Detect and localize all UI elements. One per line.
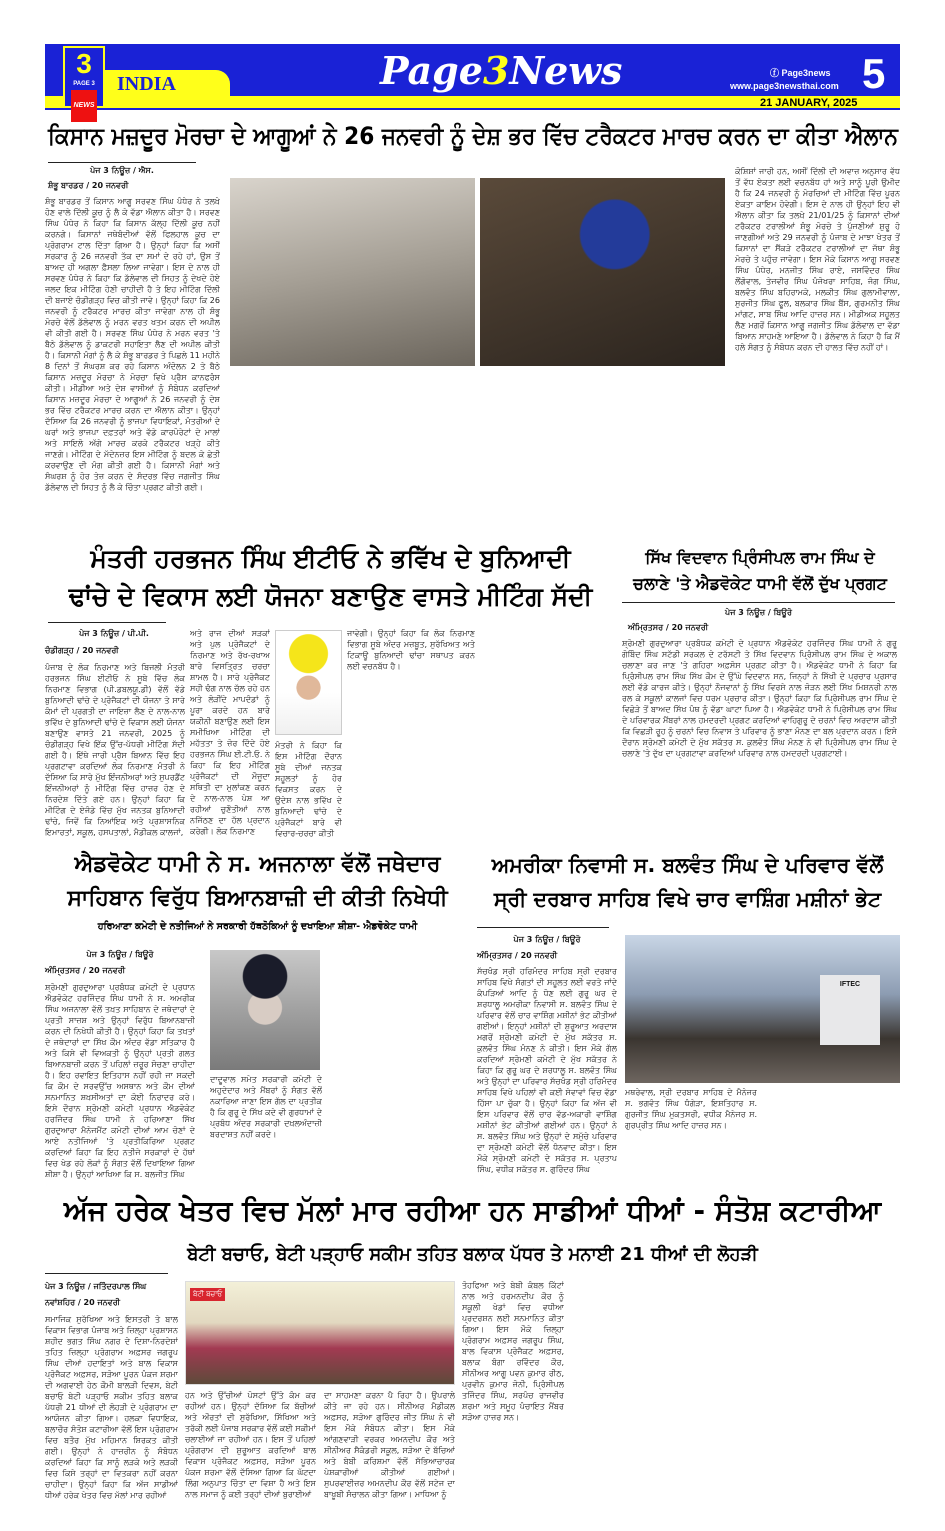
credit-box [48, 165, 196, 176]
credit-box [45, 628, 183, 639]
credit-box [622, 607, 895, 618]
headline-line: ਐਡਵੋਕੇਟ ਧਾਮੀ ਨੇ ਸ. ਅਜਨਾਲਾ ਵੱਲੋਂ ਜਥੇਦਾਰ [74, 852, 441, 877]
subheadline-box [45, 920, 470, 934]
dateline: ਅੰਮ੍ਰਿਤਸਰ / 20 ਜਨਵਰੀ [477, 951, 558, 960]
dateline-box [45, 965, 195, 976]
facebook-handle[interactable] [770, 66, 831, 79]
divider [622, 602, 895, 603]
page3-logo [63, 46, 105, 108]
article-body-cont: ਮਥਰੇਵਾਲ, ਸ੍ਰੀ ਦਰਬਾਰ ਸਾਹਿਬ ਦੇ ਮੈਨੇਜਰ ਸ. ਭਗਵੰਤ ਸਿੰਘ ਧੰਗੇੜਾ, ਇਸ਼ਤਿਹਾਰ ਸ. ਗੁਰਜੀਤ ਸਿੰਘ ਮੁਕਤਸਰੀ, ਵਧੀਕ ਮੈਨੇਜਰ ਸ. ਗੁਰਪ੍ਰੀਤ ਸਿੰਘ ਆਦਿ ਹਾਜ਼ਰ ਸਨ। [625, 1088, 757, 1130]
article-body: ਸ਼੍ਰੋਮਣੀ ਗੁਰਦੁਆਰਾ ਪ੍ਰਬੰਧਕ ਕਮੇਟੀ ਦੇ ਪ੍ਰਧਾਨ ਐਡਵੋਕੇਟ ਹਰਜਿੰਦਰ ਸਿੰਘ ਧਾਮੀ ਨੇ ਸ. ਅਮਰੀਕ ਸਿੰਘ ਅਜਨਾਲਾ ਵੱਲੋਂ ਤਖ਼ਤ ਸਾਹਿਬਾਨ ਦੇ ਜਥੇਦਾਰਾਂ ਦੇ ਪ੍ਰਤੀ ਸਾਜ਼ਸ਼ ਅਤੇ ਉਨ੍ਹਾਂ ਵਿਰੁੱਧ ਬਿਆਨਬਾਜ਼ੀ ਕਰਨ ਦੀ ਨਿਖੇਧੀ ਕੀਤੀ ਹੈ। ਉਨ੍ਹਾਂ ਕਿਹਾ ਕਿ ਤਖ਼ਤਾਂ ਦੇ ਜਥੇਦਾਰਾਂ ਦਾ ਸਿੱਖ ਕੌਮ ਅੰਦਰ ਵੱਡਾ ਸਤਿਕਾਰ ਹੈ ਅਤੇ ਕਿਸੇ ਵੀ ਵਿਅਕਤੀ ਨੂੰ ਉਨ੍ਹਾਂ ਪ੍ਰਤੀ ਗਲਤ ਬਿਆਨਬਾਜ਼ੀ ਕਰਨ ਤੋਂ ਪਹਿਲਾਂ ਜ਼ਰੂਰ ਸੋਚਣਾ ਚਾਹੀਦਾ ਹੈ। ਇਹ ਰਵਾਇਤ ਇਤਿਹਾਸ ਨਹੀਂ ਰਹੀ ਜਾ ਸਕਦੀ ਕਿ ਕੌਮ ਦੇ ਸਰਵਉੱਚ ਅਸਥਾਨ ਅਤੇ ਕੌਮ ਦੀਆਂ ਸਨਮਾਨਿਤ ਸ਼ਖ਼ਸੀਅਤਾਂ ਦਾ ਕੋਈ ਨਿਰਾਦਰ ਕਰੇ। ਇਸੇ ਦੌਰਾਨ ਸ਼੍ਰੋਮਣੀ ਕਮੇਟੀ ਪ੍ਰਧਾਨ ਐਡਵੋਕੇਟ ਹਰਜਿੰਦਰ ਸਿੰਘ ਧਾਮੀ ਨੇ ਹਰਿਆਣਾ ਸਿੱਖ ਗੁਰਦੁਆਰਾ ਮੈਨੇਜਮੈਂਟ ਕਮੇਟੀ ਦੀਆਂ ਆਮ ਚੋਣਾਂ ਦੇ ਆਏ ਨਤੀਜਿਆਂ 'ਤੇ ਪ੍ਰਤੀਕਿਰਿਆ ਪ੍ਰਗਟ ਕਰਦਿਆਂ ਕਿਹਾ ਕਿ ਇਹ ਨਤੀਜੇ ਸਰਕਾਰਾਂ ਦੇ ਹੱਥਾਂ ਵਿਚ ਖੇਡ ਰਹੇ ਲੋਕਾਂ ਨੂੰ ਸੰਗਤ ਵੱਲੋਂ ਦਿਖਾਇਆ ਗਿਆ ਸ਼ੀਸ਼ਾ ਹੈ। ਉਨ੍ਹਾਂ ਆਖਿਆ ਕਿ ਸ. ਬਲਜੀਤ ਸਿੰਘ [45, 983, 195, 1179]
photo-machine-handover [625, 935, 900, 1083]
credit: ਪੇਜ 3 ਨਿਊਜ਼ / ਪੀ.ਪੀ. [79, 629, 149, 638]
article-body-cont: ਜਾਵੇਗੀ। ਉਨ੍ਹਾਂ ਕਿਹਾ ਕਿ ਲੋਕ ਨਿਰਮਾਣ ਵਿਭਾਗ ਸੂਬੇ ਅੰਦਰ ਮਜ਼ਬੂਤ, ਸੁਰੱਖਿਅਤ ਅਤੇ ਟਿਕਾਊ ਬੁਨਿਆਦੀ ਢਾਂਚਾ ਸਥਾਪਤ ਕਰਨ ਲਈ ਵਚਨਬੱਧ ਹੈ। [347, 629, 475, 671]
article-body: ਸਮਾਜਿਕ ਸੁਰੱਖਿਆ ਅਤੇ ਇਸਤਰੀ ਤੇ ਬਾਲ ਵਿਕਾਸ ਵਿਭਾਗ ਪੰਜਾਬ ਅਤੇ ਜ਼ਿਲ੍ਹਾ ਪ੍ਰਸ਼ਾਸਨ ਸ਼ਹੀਦ ਭਗਤ ਸਿੰਘ ਨਗਰ ਦੇ ਦਿਸ਼ਾ-ਨਿਰਦੇਸ਼ਾਂ ਤਹਿਤ ਜ਼ਿਲ੍ਹਾ ਪ੍ਰੋਗਰਾਮ ਅਫ਼ਸਰ ਜਗਰੂਪ ਸਿੰਘ ਦੀਆਂ ਹਦਾਇਤਾਂ ਅਤੇ ਬਾਲ ਵਿਕਾਸ ਪ੍ਰੋਜੈਕਟ ਅਫ਼ਸਰ, ਸੜੋਆ ਪੂਰਨ ਪੰਕਜ ਸ਼ਰਮਾ ਦੀ ਅਗਵਾਈ ਹੇਠ ਕੌਮੀ ਬਾਲੜੀ ਦਿਵਸ, ਬੇਟੀ ਬਚਾਓ ਬੇਟੀ ਪੜ੍ਹਾਓ ਸਕੀਮ ਤਹਿਤ ਬਲਾਕ ਪੱਧਰੀ 21 ਧੀਆਂ ਦੀ ਲੋਹੜੀ ਦੇ ਪ੍ਰੋਗਰਾਮ ਦਾ ਆਯੋਜਨ ਕੀਤਾ ਗਿਆ। ਹਲਕਾ ਵਿਧਾਇਕ, ਬਲਾਚੌਰ ਸੰਤੋਸ਼ ਕਟਾਰੀਆ ਵੱਲੋਂ ਇਸ ਪ੍ਰੋਗਰਾਮ ਵਿਚ ਬਤੌਰ ਮੁੱਖ ਮਹਿਮਾਨ ਸ਼ਿਰਕਤ ਕੀਤੀ ਗਈ। ਉਨ੍ਹਾਂ ਨੇ ਹਾਜ਼ਰੀਨ ਨੂੰ ਸੰਬੋਧਨ ਕਰਦਿਆਂ ਕਿਹਾ ਕਿ ਸਾਨੂੰ ਲੜਕੇ ਅਤੇ ਲੜਕੀ ਵਿਚ ਕਿਸੇ ਤਰ੍ਹਾਂ ਦਾ ਵਿਤਕਰਾ ਨਹੀਂ ਕਰਨਾ ਚਾਹੀਦਾ। ਉਨ੍ਹਾਂ ਕਿਹਾ ਕਿ ਅੱਜ ਸਾਡੀਆਂ ਧੀਆਂ ਹਰੇਕ ਖੇਤਰ ਵਿਚ ਮੱਲਾਂ ਮਾਰ ਰਹੀਆਂ [45, 1315, 178, 1500]
headline-text: ਕਿਸਾਨ ਮਜ਼ਦੂਰ ਮੋਰਚਾ ਦੇ ਆਗੂਆਂ ਨੇ 26 ਜਨਵਰੀ ਨੂੰ ਦੇਸ਼ ਭਰ ਵਿੱਚ ਟਰੈਕਟਰ ਮਾਰਚ ਕਰਨ ਦਾ ਕੀਤਾ ਐਲਾਨ [48, 122, 898, 150]
credit: ਪੇਜ 3 ਨਿਊਜ਼ / ਬਿਊਰੋ [725, 608, 792, 617]
headline-line: ਸਿੱਖ ਵਿਦਵਾਨ ਪ੍ਰਿੰਸੀਪਲ ਰਾਮ ਸਿੰਘ ਦੇ [645, 548, 875, 567]
divider [477, 927, 609, 928]
article-body-cont: ਦਾ ਸਾਹਮਣਾ ਕਰਨਾ ਪੈ ਰਿਹਾ ਹੈ। ਉਪਰਾਲੇ ਕੀਤੇ ਜਾ ਰਹੇ ਹਨ। ਸੀਨੀਅਰ ਮੈਡੀਕਲ ਅਫ਼ਸਰ, ਸੜੋਆ ਗੁਰਿੰਦਰ ਜੀਤ ਸਿੰਘ ਨੇ ਵੀ ਇਸ ਮੌਕੇ ਸੰਬੋਧਨ ਕੀਤਾ। ਇਸ ਮੌਕੇ ਆਂਗਣਵਾੜੀ ਵਰਕਰ ਅਮਨਦੀਪ ਕੌਰ ਅਤੇ ਸੀਨੀਅਰ ਸੈਕੰਡਰੀ ਸਕੂਲ, ਸੜੋਆ ਦੇ ਬੱਚਿਆਂ ਅਤੇ ਬੇਬੀ ਕਰਿਸ਼ਮਾ ਵੱਲੋਂ ਸੱਭਿਆਚਾਰਕ ਪੇਸ਼ਕਾਰੀਆਂ ਕੀਤੀਆਂ ਗਈਆਂ। ਸੁਪਰਵਾਈਜ਼ਰ ਅਮਨਦੀਪ ਕੌਰ ਵੱਲੋਂ ਸਟੇਜ ਦਾ ਬਾਖੂਬੀ ਸੰਚਾਲਨ ਕੀਤਾ ਗਿਆ। ਮਾਧਿਆ ਨੂੰ [324, 1391, 455, 1499]
subheadline-box [45, 1243, 900, 1267]
facebook-icon: ⓕ [770, 68, 782, 78]
dateline-box [45, 645, 183, 656]
dateline-box [477, 950, 617, 961]
article-body-cont [230, 370, 347, 530]
brand-title [380, 48, 622, 93]
subheadline: ਹਰਿਆਣਾ ਕਮੇਟੀ ਦੇ ਨਤੀਜਿਆਂ ਨੇ ਸਰਕਾਰੀ ਹੱਥਠੋਕਿਆਂ ਨੂੰ ਦਖਾਇਆ ਸ਼ੀਸ਼ਾ- ਐਡਵੋਕੇਟ ਧਾਮੀ [97, 921, 418, 932]
article-body-cont: ਹਨ ਅਤੇ ਉੱਚੀਆਂ ਪੋਸਟਾਂ ਉੱਤੇ ਕੰਮ ਕਰ ਰਹੀਆਂ ਹਨ। ਉਨ੍ਹਾਂ ਦੱਸਿਆ ਕਿ ਬੱਚੀਆਂ ਅਤੇ ਔਰਤਾਂ ਦੀ ਸੁਰੱਖਿਆ, ਸਿੱਖਿਆ ਅਤੇ ਤਰੱਕੀ ਲਈ ਪੰਜਾਬ ਸਰਕਾਰ ਵੱਲੋਂ ਕਈ ਸਕੀਮਾਂ ਚਲਾਈਆਂ ਜਾ ਰਹੀਆਂ ਹਨ। ਇਸ ਤੋਂ ਪਹਿਲਾਂ ਪ੍ਰੋਗਰਾਮ ਦੀ ਸ਼ੁਰੂਆਤ ਕਰਦਿਆਂ ਬਾਲ ਵਿਕਾਸ ਪ੍ਰੋਜੈਕਟ ਅਫ਼ਸਰ, ਸੜੋਆ ਪੂਰਨ ਪੰਕਜ ਸ਼ਰਮਾ ਵੱਲੋਂ ਦੱਸਿਆ ਗਿਆ ਕਿ ਘੱਟਦਾ ਲਿੰਗ ਅਨੁਪਾਤ ਚਿੰਤਾ ਦਾ ਵਿਸ਼ਾ ਹੈ ਅਤੇ ਇਸ ਨਾਲ ਸਮਾਜ ਨੂੰ ਕਈ ਤਰ੍ਹਾਂ ਦੀਆਂ ਬੁਰਾਈਆਂ [185, 1391, 316, 1499]
headline-principal-condolence [620, 545, 900, 597]
dateline: ਅੰਮ੍ਰਿਤਸਰ / 20 ਜਨਵਰੀ [45, 966, 126, 975]
article-body: ਸੱਚਖੰਡ ਸ੍ਰੀ ਹਰਿਮੰਦਰ ਸਾਹਿਬ ਸ੍ਰੀ ਦਰਬਾਰ ਸਾਹਿਬ ਵਿਖੇ ਸੰਗਤਾਂ ਦੀ ਸਹੂਲਤ ਲਈ ਵਰਤੇ ਜਾਂਦੇ ਕੰਪੜਿਆਂ ਆਦਿ ਨੂੰ ਧੋਣ ਲਈ ਗੁਰੂ ਘਰ ਦੇ ਸ਼ਰਧਾਲੂ ਅਮਰੀਕਾ ਨਿਵਾਸੀ ਸ. ਬਲਵੰਤ ਸਿੰਘ ਦੇ ਪਰਿਵਾਰ ਵੱਲੋਂ ਚਾਰ ਵਾਸ਼ਿੰਗ ਮਸ਼ੀਨਾਂ ਭੇਟ ਕੀਤੀਆਂ ਗਈਆਂ। ਇਨ੍ਹਾਂ ਮਸ਼ੀਨਾਂ ਦੀ ਸ਼ੁਰੂਆਤ ਅਰਦਾਸ ਮਗਰੋਂ ਸ਼੍ਰੋਮਣੀ ਕਮੇਟੀ ਦੇ ਮੁੱਖ ਸਕੱਤਰ ਸ. ਕੁਲਵੰਤ ਸਿੰਘ ਮੰਨਣ ਨੇ ਕੀਤੀ। ਇਸ ਮੌਕੇ ਗੱਲ ਕਰਦਿਆਂ ਸ੍ਰੋਮਣੀ ਕਮੇਟੀ ਦੇ ਮੁੱਖ ਸਕੱਤਰ ਨੇ ਕਿਹਾ ਕਿ ਗੁਰੂ ਘਰ ਦੇ ਸ਼ਰਧਾਲੂ ਸ. ਬਲਵੰਤ ਸਿੰਘ ਅਤੇ ਉਨ੍ਹਾਂ ਦਾ ਪਰਿਵਾਰ ਸੱਚਖੰਡ ਸ੍ਰੀ ਹਰਿਮੰਦਰ ਸਾਹਿਬ ਵਿਖੇ ਪਹਿਲਾਂ ਵੀ ਕਈ ਸੇਵਾਵਾਂ ਵਿਚ ਵੱਡਾ ਹਿੱਸਾ ਪਾ ਚੁੱਕਾ ਹੈ। ਉਨ੍ਹਾਂ ਕਿਹਾ ਕਿ ਅੱਜ ਵੀ ਇਸ ਪਰਿਵਾਰ ਵੱਲੋਂ ਚਾਰ ਵੱਡ-ਅਕਾਰੀ ਵਾਸ਼ਿੰਗ ਮਸ਼ੀਨਾਂ ਭੇਟ ਕੀਤੀਆਂ ਗਈਆਂ ਹਨ। ਉਨ੍ਹਾਂ ਨੇ ਸ. ਬਲਵੰਤ ਸਿੰਘ ਅਤੇ ਉਨ੍ਹਾਂ ਦੇ ਸਮੁੱਚੇ ਪਰਿਵਾਰ ਦਾ ਸ੍ਰੋਮਣੀ ਕਮੇਟੀ ਵੱਲੋਂ ਧੰਨਵਾਦ ਕੀਤਾ। ਇਸ ਮੌਕੇ ਸ੍ਰੋਮਣੀ ਕਮੇਟੀ ਦੇ ਸਕੱਤਰ ਸ. ਪ੍ਰਤਾਪ ਸਿੰਘ, ਵਧੀਕ ਸਕੱਤਰ ਸ. ਗੁਰਿੰਦਰ ਸਿੰਘ [477, 967, 617, 1174]
headline-line: ਚਲਾਣੇ 'ਤੇ ਐਡਵੋਕੇਟ ਧਾਮੀ ਵੱਲੋਂ ਦੁੱਖ ਪ੍ਰਗਟ [633, 574, 887, 593]
article-body-cont [767, 1087, 900, 1182]
photo-minister [275, 630, 342, 735]
article-body: ਸ਼੍ਰੋਮਣੀ ਗੁਰਦੁਆਰਾ ਪ੍ਰਬੰਧਕ ਕਮੇਟੀ ਦੇ ਪ੍ਰਧਾਨ ਐਡਵੋਕੇਟ ਹਰਜਿੰਦਰ ਸਿੰਘ ਧਾਮੀ ਨੇ ਗੁਰੂ ਗੋਬਿੰਦ ਸਿੰਘ ਸਟੱਡੀ ਸਰਕਲ ਦੇ ਟਰੱਸਟੀ ਤੇ ਸਿੱਖ ਵਿਦਵਾਨ ਪ੍ਰਿੰਸੀਪਲ ਰਾਮ ਸਿੰਘ ਦੇ ਅਕਾਲ ਚਲਾਣਾ ਕਰ ਜਾਣ 'ਤੇ ਗਹਿਰਾ ਅਫ਼ਸੋਸ ਪ੍ਰਗਟ ਕੀਤਾ ਹੈ। ਐਡਵੋਕੇਟ ਧਾਮੀ ਨੇ ਕਿਹਾ ਕਿ ਪ੍ਰਿੰਸੀਪਲ ਰਾਮ ਸਿੰਘ ਸਿੱਖ ਕੌਮ ਦੇ ਉੱਘੇ ਵਿਦਵਾਨ ਸਨ, ਜਿਨ੍ਹਾਂ ਨੇ ਸਿੱਖੀ ਦੇ ਪ੍ਰਚਾਰ ਪ੍ਰਸਾਰ ਲਈ ਵੱਡੇ ਕਾਰਜ ਕੀਤੇ। ਉਨ੍ਹਾਂ ਨੌਜਵਾਨਾਂ ਨੂੰ ਸਿੱਖ ਵਿਰਸੇ ਨਾਲ ਜੋੜਨ ਲਈ ਸਿੱਖ ਮਿਸ਼ਨਰੀ ਨਾਲ ਰਲ ਕੇ ਸਕੂਲਾਂ ਕਾਲਜਾਂ ਵਿਚ ਧਰਮ ਪ੍ਰਚਾਰ ਕੀਤਾ। ਉਨ੍ਹਾਂ ਕਿਹਾ ਕਿ ਪ੍ਰਿੰਸੀਪਲ ਰਾਮ ਸਿੰਘ ਦੇ ਵਿਛੋੜੇ ਤੋਂ ਬਾਅਦ ਸਿੱਖ ਪੰਥ ਨੂੰ ਵੱਡਾ ਘਾਟਾ ਪਿਆ ਹੈ। ਐਡਵੋਕੇਟ ਧਾਮੀ ਨੇ ਪ੍ਰਿੰਸੀਪਲ ਰਾਮ ਸਿੰਘ ਦੇ ਪਰਿਵਾਰਕ ਮੈਂਬਰਾਂ ਨਾਲ ਹਮਦਰਦੀ ਪ੍ਰਗਟ ਕਰਦਿਆਂ ਵਾਹਿਗੁਰੂ ਦੇ ਚਰਨਾਂ ਵਿਚ ਅਰਦਾਸ ਕੀਤੀ ਕਿ ਵਿਛੜੀ ਰੂਹ ਨੂੰ ਚਰਨਾਂ ਵਿਚ ਨਿਵਾਸ ਤੇ ਪਰਿਵਾਰ ਨੂੰ ਭਾਣਾ ਮੰਨਣ ਦਾ ਬਲ ਪ੍ਰਦਾਨ ਕਰਨ। ਇਸੇ ਦੌਰਾਨ ਸ਼੍ਰੋਮਣੀ ਕਮੇਟੀ ਦੇ ਮੁੱਖ ਸਕੱਤਰ ਸ. ਕੁਲਵੰਤ ਸਿੰਘ ਮੰਨਣ ਨੇ ਵੀ ਪ੍ਰਿੰਸੀਪਲ ਰਾਮ ਸਿੰਘ ਦੇ ਚਲਾਣੇ 'ਤੇ ਦੁੱਖ ਦਾ ਪ੍ਰਗਟਾਵਾ ਕਰਦਿਆਂ ਪਰਿਵਾਰ ਨਾਲ ਹਮਦਰਦੀ ਪ੍ਰਗਟਾਈ। [622, 639, 897, 758]
article-body-cont [330, 948, 470, 1182]
website-link[interactable]: www.page3newsthai.com [730, 81, 839, 91]
brand-b: 3 [482, 48, 510, 93]
photo-dhami [210, 950, 320, 1070]
brand-a: Page [380, 48, 483, 93]
article-body-cont: ਤੋਹਫਿਆ ਅਤੇ ਬੇਬੀ ਕੰਬਲ ਕਿੱਟਾਂ ਨਾਲ ਅਤੇ ਹਰਮਨਦੀਪ ਕੌਰ ਨੂੰ ਸਕੂਲੀ ਖੇਡਾਂ ਵਿਚ ਵਧੀਆ ਪ੍ਰਦਰਸ਼ਨ ਲਈ ਸਨਮਾਨਿਤ ਕੀਤਾ ਗਿਆ। ਇਸ ਮੌਕੇ ਜ਼ਿਲ੍ਹਾ ਪ੍ਰੋਗਰਾਮ ਅਫ਼ਸਰ ਜਗਰੂਪ ਸਿੰਘ, ਬਾਲ ਵਿਕਾਸ ਪ੍ਰੋਜੈਕਟ ਅਫ਼ਸਰ, ਬਲਾਕ ਬੰਗਾ ਰਵਿੰਦਰ ਕੌਰ, ਸੀਨੀਅਰ ਆਗੂ ਪਵਨ ਕੁਮਾਰ ਰੀਠ, ਪ੍ਰਵੀਨ ਕੁਮਾਰ ਜੋਨੀ, ਪ੍ਰਿੰਸੀਪਲ ਤਜਿੰਦਰ ਸਿੰਘ, ਸਰਪੰਚ ਰਾਜਵੀਰ ਸ਼ਰਮਾ ਅਤੇ ਸਮੂਹ ਪੰਚਾਇਤ ਮੈਂਬਰ ਸੜੋਆ ਹਾਜ਼ਰ ਸਨ। [462, 1281, 564, 1422]
article-body-cont [480, 370, 597, 530]
photo-farmer-leader-speaking [480, 178, 725, 366]
headline-farmers [48, 120, 898, 152]
divider [48, 162, 196, 163]
credit: ਪੇਜ 3 ਨਿਊਜ਼ / ਐਸ. [90, 166, 154, 175]
headline-dhami-ajnala [45, 848, 470, 916]
article-body-cont: ਮੰਤਰੀ ਨੇ ਕਿਹਾ ਕਿ ਇਸ ਮੀਟਿੰਗ ਦੌਰਾਨ ਸੂਬੇ ਦੀਆਂ ਜਨਤਕ ਸਹੂਲਤਾਂ ਨੂੰ ਹੋਰ ਵਿਕਸਤ ਕਰਨ ਦੇ ਉਦੇਸ਼ ਨਾਲ ਭਵਿੱਖ ਦੇ ਬੁਨਿਆਦੀ ਢਾਂਚੇ ਦੇ ਪ੍ਰੋਜੈਕਟਾਂ ਬਾਰੇ ਵੀ ਵਿਚਾਰ-ਚਰਚਾ ਕੀਤੀ [275, 741, 342, 838]
dateline-box [48, 180, 218, 191]
article-body-cont [355, 370, 472, 530]
dateline: ਚੰਡੀਗੜ੍ਹ / 20 ਜਨਵਰੀ [45, 646, 119, 655]
credit-box [45, 949, 195, 960]
section-label: INDIA [105, 70, 230, 96]
photo-banner: ਬੇਟੀ ਬਚਾਓ [190, 1288, 225, 1301]
brand-c: News [509, 48, 623, 93]
article-body-cont [686, 1280, 788, 1506]
headline-text: ਅੱਜ ਹਰੇਕ ਖੇਤਰ ਵਿਚ ਮੱਲਾਂ ਮਾਰ ਰਹੀਆ ਹਨ ਸਾਡੀਆਂ ਧੀਆਂ - ਸੰਤੋਸ਼ ਕਟਾਰੀਆ [63, 1194, 882, 1227]
article-right-col: ਕੋਸ਼ਿਸ਼ਾਂ ਜਾਰੀ ਹਨ, ਅਸੀਂ ਦਿੱਲੀ ਦੀ ਅਵਾਜ਼ ਅਨੁਸਾਰ ਵੱਧ ਤੋਂ ਵੱਧ ਏਕਤਾ ਲਈ ਵਚਨਬੱਧ ਹਾਂ ਅਤੇ ਸਾਨੂੰ ਪੂਰੀ ਉਮੀਦ ਹੈ ਕਿ 24 ਜਨਵਰੀ ਨੂੰ ਮੋਰਚਿਆਂ ਦੀ ਮੀਟਿੰਗ ਵਿੱਚ ਪੂਰਨ ਏਕਤਾ ਕਾਇਮ ਹੋਵੇਗੀ। ਇਸ ਦੇ ਨਾਲ ਹੀ ਉਨ੍ਹਾਂ ਇਹ ਵੀ ਐਲਾਨ ਕੀਤਾ ਕਿ ਤਲਖ਼ੇ 21/01/25 ਨੂੰ ਕਿਸਾਨਾਂ ਦੀਆਂ ਟਰੈਕਟਰ ਟਰਾਲੀਆਂ ਸ਼ੰਭੂ ਮੋਰਚੇ ਤੇ ਪੁੱਜਣੀਆਂ ਸ਼ੁਰੂ ਹੋ ਜਾਣਗੀਆਂ ਅਤੇ 29 ਜਨਵਰੀ ਨੂੰ ਪੰਜਾਬ ਦੇ ਮਾਝਾ ਖੇਤਰ ਤੋਂ ਕਿਸਾਨਾਂ ਦਾ ਸੈਂਕੜੇ ਟਰੈਕਟਰ ਟਰਾਲੀਆਂ ਦਾ ਜੱਥਾ ਸ਼ੰਭੂ ਮੋਰਚੇ ਤੇ ਪਹੁੰਚ ਜਾਵੇਗਾ। ਇਸ ਮੌਕੇ ਕਿਸਾਨ ਆਗੂ ਸਰਵਣ ਸਿੰਘ ਪੰਧੇਰ, ਮਨਜੀਤ ਸਿੰਘ ਰਾਏ, ਜਸਵਿੰਦਰ ਸਿੰਘ ਲੌਂਗੋਵਾਲ, ਤੇਜਵੀਰ ਸਿੰਘ ਪੰਜੋਖਰਾ ਸਾਹਿਬ, ਜੰਗ ਸਿੰਘ, ਬਲਵੰਤ ਸਿੰਘ ਬਹਿਰਾਮਕੇ, ਮਲਕੀਤ ਸਿੰਘ ਗੁਲਾਮੀਵਾਲਾ, ਸੁਰਜੀਤ ਸਿੰਘ ਫੂਲ, ਬਲਕਾਰ ਸਿੰਘ ਬੈਂਸ, ਗੁਰਮਨੀਤ ਸਿੰਘ ਮਾਂਗਟ, ਸਾਬ ਸਿੰਘ ਆਦਿ ਹਾਜ਼ਰ ਸਨ। ਮੀਡੀਅਕ ਸਹੂਲਤ ਲੈਣ ਮਗਰੋਂ ਕਿਸਾਨ ਆਗੂ ਜਗਜੀਤ ਸਿੰਘ ਡੱਲੇਵਾਲ ਦਾ ਵੱਡਾ ਬਿਆਨ ਸਾਹਮਣੇ ਆਇਆ ਹੈ। ਡੱਲੇਵਾਲ ਨੇ ਕਿਹਾ ਹੈ ਕਿ ਮੈਂ ਹਲੇ ਸੰਗਤ ਨੂੰ ਸੰਬੋਧਨ ਕਰਨ ਦੀ ਹਾਲਤ ਵਿੱਚ ਨਹੀਂ ਹਾਂ। [735, 167, 900, 352]
dateline-box [628, 622, 895, 633]
divider [45, 1273, 168, 1274]
divider [48, 622, 166, 623]
credit: ਪੇਜ 3 ਨਿਊਜ਼ / ਜਤਿੰਦਰਪਾਲ ਸਿੰਘ [45, 1282, 147, 1291]
dateline: ਨਵਾਂਸ਼ਹਿਰ / 20 ਜਨਵਰੀ [45, 1298, 121, 1307]
issue-date: 21 JANUARY, 2025 [760, 97, 858, 109]
headline-washing-machines [475, 848, 900, 916]
headline-line: ਸਾਹਿਬਾਨ ਵਿਰੁੱਧ ਬਿਆਨਬਾਜ਼ੀ ਦੀ ਕੀਤੀ ਨਿਖੇਧੀ [67, 886, 448, 911]
headline-line: ਅਮਰੀਕਾ ਨਿਵਾਸੀ ਸ. ਬਲਵੰਤ ਸਿੰਘ ਦੇ ਪਰਿਵਾਰ ਵੱਲੋਂ [491, 853, 884, 877]
dateline-box [45, 1297, 178, 1308]
credit-box [477, 934, 617, 945]
credit: ਪੇਜ 3 ਨਿਊਜ਼ / ਬਿਊਰੋ [513, 935, 581, 944]
photo-lohri-event [185, 1281, 455, 1385]
article-body-cont [605, 370, 725, 530]
headline-line: ਢਾਂਚੇ ਦੇ ਵਿਕਾਸ ਲਈ ਯੋਜਨਾ ਬਣਾਉਣ ਵਾਸਤੇ ਮੀਟਿੰਗ ਸੱਦੀ [68, 582, 593, 611]
machine-label: IFTEC [820, 975, 880, 1045]
headline-minister-meeting [48, 540, 613, 616]
photo-farmer-leader-bed [230, 178, 475, 366]
credit: ਪੇਜ 3 ਨਿਊਜ਼ / ਬਿਊਰੋ [86, 950, 154, 959]
logo-text: PAGE 3 [73, 81, 95, 87]
page-number: 5 [862, 50, 886, 97]
article-body: ਪੰਜਾਬ ਦੇ ਲੋਕ ਨਿਰਮਾਣ ਅਤੇ ਬਿਜਲੀ ਮੰਤਰੀ ਹਰਭਜਨ ਸਿੰਘ ਈਟੀਓ ਨੇ ਸੂਬੇ ਵਿੱਚ ਲੋਕ ਨਿਰਮਾਣ ਵਿਭਾਗ (ਪੀ.ਡਬਲਯੂ.ਡੀ) ਵੱਲੋਂ ਵੱਡੇ ਬੁਨਿਆਦੀ ਢਾਂਚੇ ਦੇ ਪ੍ਰੋਜੈਕਟਾਂ ਦੀ ਯੋਜਨਾ ਤੇ ਸਾਰੇ ਕੰਮਾਂ ਦੀ ਪ੍ਰਗਤੀ ਦਾ ਜਾਇਜ਼ਾ ਲੈਣ ਦੇ ਨਾਲ-ਨਾਲ ਭਵਿੱਖ ਦੇ ਬੁਨਿਆਦੀ ਢਾਂਚੇ ਦੇ ਵਿਕਾਸ ਲਈ ਯੋਜਨਾ ਬਣਾਉਣ ਵਾਸਤੇ 21 ਜਨਵਰੀ, 2025 ਨੂੰ ਚੰਡੀਗੜ੍ਹ ਵਿਖੇ ਇੱਕ ਉੱਚ-ਪੱਧਰੀ ਮੀਟਿੰਗ ਸੱਦੀ ਗਈ ਹੈ। ਇੱਥੇ ਜਾਰੀ ਪ੍ਰੈਸ ਬਿਆਨ ਵਿੱਚ ਇਹ ਪ੍ਰਗਟਾਵਾ ਕਰਦਿਆਂ ਲੋਕ ਨਿਰਮਾਣ ਮੰਤਰੀ ਨੇ ਦੱਸਿਆ ਕਿ ਸਾਰੇ ਮੁੱਖ ਇੰਜਨੀਅਰਾਂ ਅਤੇ ਸੁਪਰਡੈਂਟ ਇੰਜਨੀਅਰਾਂ ਨੂੰ ਮੀਟਿੰਗ ਵਿੱਚ ਹਾਜ਼ਰ ਹੋਣ ਦੇ ਨਿਰਦੇਸ਼ ਦਿੱਤੇ ਗਏ ਹਨ। ਉਨ੍ਹਾਂ ਕਿਹਾ ਕਿ ਮੀਟਿੰਗ ਦੇ ਏਜੰਡੇ ਵਿੱਚ ਮੁੱਖ ਜਨਤਕ ਬੁਨਿਆਦੀ ਢਾਂਚੇ, ਜਿਵੇਂ ਕਿ ਨਿਆਂਇਕ ਅਤੇ ਪ੍ਰਸ਼ਾਸਨਿਕ ਇਮਾਰਤਾਂ, ਸਕੂਲ, ਹਸਪਤਾਲਾਂ, ਮੈਡੀਕਲ ਕਾਲਜਾਂ, [45, 663, 185, 837]
article-body-cont [798, 1280, 900, 1506]
article-body-cont: ਦਾਦੂਵਾਲ ਸਮੇਤ ਸਰਕਾਰੀ ਕਮੇਟੀ ਦੇ ਅਹੁਦੇਦਾਰ ਅਤੇ ਮੈਂਬਰਾਂ ਨੂੰ ਸੰਗਤ ਵੱਲੋਂ ਨਕਾਰਿਆ ਜਾਣਾ ਇਸ ਗੱਲ ਦਾ ਪ੍ਰਤੀਕ ਹੈ ਕਿ ਗੁਰੂ ਦੇ ਸਿੱਖ ਕਦੇ ਵੀ ਗੁਰਧਾਮਾਂ ਦੇ ਪ੍ਰਬੰਧ ਅੰਦਰ ਸਰਕਾਰੀ ਦਖ਼ਲਅੰਦਾਜ਼ੀ ਬਰਦਾਸ਼ਤ ਨਹੀਂ ਕਰਦੇ। [210, 1075, 322, 1139]
dateline: ਸ਼ੰਭੂ ਬਾਰਡਰ / 20 ਜਨਵਰੀ [48, 181, 129, 190]
subheadline: ਬੇਟੀ ਬਚਾਓ, ਬੇਟੀ ਪੜ੍ਹਾਓ ਸਕੀਮ ਤਹਿਤ ਬਲਾਕ ਪੱਧਰ ਤੇ ਮਨਾਈ 21 ਧੀਆਂ ਦੀ ਲੋਹੜੀ [187, 1244, 758, 1265]
article-body: ਸ਼ੰਭੂ ਬਾਰਡਰ ਤੋਂ ਕਿਸਾਨ ਆਗੂ ਸਰਵਣ ਸਿੰਘ ਪੰਧੇਰ ਨੇ ਤਲਖ਼ੇ ਹੋਣ ਵਾਲੇ ਦਿੱਲੀ ਕੂਚ ਨੂੰ ਲੈ ਕੇ ਵੱਡਾ ਐਲਾਨ ਕੀਤਾ ਹੈ। ਸਰਵਣ ਸਿੰਘ ਪੰਧੇਰ ਨੇ ਕਿਹਾ ਕਿ ਕਿਸਾਨ ਕੱਲ੍ਹ ਦਿੱਲੀ ਕੂਚ ਨਹੀਂ ਕਰਨਗੇ। ਕਿਸਾਨਾਂ ਜਥੇਬੰਦੀਆਂ ਵੱਲੋਂ ਫਿਲਹਾਲ ਕੂਚ ਦਾ ਪ੍ਰੋਗਰਾਮ ਟਾਲ ਦਿੱਤਾ ਗਿਆ ਹੈ। ਉਨ੍ਹਾਂ ਕਿਹਾ ਕਿ ਅਸੀਂ ਸਰਕਾਰ ਨੂੰ 26 ਜਨਵਰੀ ਤੱਕ ਦਾ ਸਮਾਂ ਦੇ ਰਹੇ ਹਾਂ, ਉਸ ਤੋਂ ਬਾਅਦ ਹੀ ਅਗਲਾ ਫ਼ੈਸਲਾ ਲਿਆ ਜਾਵੇਗਾ। ਇਸ ਦੇ ਨਾਲ ਹੀ ਸਰਵਣ ਪੰਧੇਰ ਨੇ ਕਿਹਾ ਕਿ ਡੱਲੇਵਾਲ ਦੀ ਸਿਹਤ ਨੂੰ ਦੇਖਦੇ ਹੋਏ ਜਲਦ ਇਕ ਮੀਟਿੰਗ ਹੋਣੀ ਚਾਹੀਦੀ ਹੈ ਤੇ ਇਹ ਮੀਟਿੰਗ ਦਿੱਲੀ ਦੀ ਬਜਾਏ ਚੰਡੀਗੜ੍ਹ ਵਿਚ ਕੀਤੀ ਜਾਵੇ। ਉਨ੍ਹਾਂ ਕਿਹਾ ਕਿ 26 ਜਨਵਰੀ ਨੂੰ ਟਰੈਕਟਰ ਮਾਰਚ ਕੀਤਾ ਜਾਵੇਗਾ ਨਾਲ ਹੀ ਸ਼ੰਭੂ ਮੋਰਚੇ ਵੱਲੋਂ ਡੱਲੇਵਾਲ ਨੂੰ ਮਰਨ ਵਰਤ ਖਤਮ ਕਰਨ ਦੀ ਅਪੀਲ ਵੀ ਕੀਤੀ ਗਈ ਹੈ। ਸਰਵਣ ਸਿੰਘ ਪੰਧੇਰ ਨੇ ਮਰਨ ਵਰਤ 'ਤੇ ਬੈਠੇ ਡੱਲੇਵਾਲ ਨੂੰ ਡਾਕਟਰੀ ਸਹਾਇਤਾ ਲੈਣ ਦੀ ਅਪੀਲ ਕੀਤੀ ਹੈ। ਕਿਸਾਨੀ ਮੰਗਾਂ ਨੂੰ ਲੈ ਕੇ ਸ਼ੰਭੂ ਬਾਰਡਰ ਤੇ ਪਿਛਲੇ 11 ਮਹੀਨੇ 8 ਦਿਨਾਂ ਤੋਂ ਸੰਘਰਸ਼ ਕਰ ਰਹੇ ਕਿਸਾਨ ਅੰਦੋਲਨ 2 ਤੇ ਬੈਠੇ ਕਿਸਾਨ ਮਜ਼ਦੂਰ ਮੋਰਚਾ ਨੇ ਮੋਰਚਾ ਵਿਖੇ ਪ੍ਰੈਸ ਕਾਨਫਰੰਸ ਕੀਤੀ। ਮੀਡੀਆ ਅਤੇ ਦੇਸ਼ ਵਾਸੀਆਂ ਨੂੰ ਸੰਬੋਧਨ ਕਰਦਿਆਂ ਕਿਸਾਨ ਮਜ਼ਦੂਰ ਮੋਰਚਾ ਦੇ ਆਗੂਆਂ ਨੇ 26 ਜਨਵਰੀ ਨੂੰ ਦੇਸ਼ ਭਰ ਵਿੱਚ ਟਰੈਕਟਰ ਮਾਰਚ ਕਰਨ ਦਾ ਐਲਾਨ ਕੀਤਾ। ਉਨ੍ਹਾਂ ਦੱਸਿਆ ਕਿ 26 ਜਨਵਰੀ ਨੂੰ ਭਾਜਪਾ ਵਿਧਾਇਕਾਂ, ਮੰਤਰੀਆਂ ਦੇ ਘਰਾਂ ਅਤੇ ਭਾਜਪਾ ਦਫ਼ਤਰਾਂ ਅਤੇ ਵੱਡੇ ਕਾਰਪੋਰੇਟਾਂ ਦੇ ਮਾਲਾਂ ਅਤੇ ਸਾਇਲੋ ਅੱਗੇ ਮਾਰਚ ਕਰਕੇ ਟਰੈਕਟਰ ਖੜ੍ਹੇ ਕੀਤੇ ਜਾਣਗੇ। ਮੀਟਿੰਗ ਦੇ ਮੱਦੇਨਜ਼ਰ ਇਸ ਮੀਟਿੰਗ ਨੂੰ ਬਦਲ ਕੇ ਛੇਤੀ ਕਰਵਾਉਣ ਦੀ ਮੰਗ ਕੀਤੀ ਗਈ ਹੈ। ਕਿਸਾਨੀ ਮੰਗਾਂ ਅਤੇ ਸੰਘਰਸ਼ ਨੂੰ ਹੋਰ ਤੇਜ਼ ਕਰਨ ਦੇ ਸੰਦਰਭ ਵਿੱਚ ਜਗਜੀਤ ਸਿੰਘ ਡੱਲੇਵਾਲ ਦੀ ਸਿਹਤ ਨੂੰ ਲੈ ਕੇ ਚਿੰਤਾ ਪ੍ਰਗਟ ਕੀਤੀ ਗਈ। [45, 197, 220, 492]
article-body-cont [574, 1280, 676, 1506]
headline-daughters [45, 1192, 900, 1230]
headline-line: ਮੰਤਰੀ ਹਰਭਜਨ ਸਿੰਘ ਈਟੀਓ ਨੇ ਭਵਿੱਖ ਦੇ ਬੁਨਿਆਦੀ [90, 544, 571, 573]
headline-line: ਸ੍ਰੀ ਦਰਬਾਰ ਸਾਹਿਬ ਵਿਖੇ ਚਾਰ ਵਾਸ਼ਿੰਗ ਮਸ਼ੀਨਾਂ ਭੇਟ [493, 887, 882, 911]
logo-number: 3 [76, 48, 92, 79]
logo-sub: NEWS [71, 90, 97, 122]
facebook-text: Page3news [781, 68, 831, 78]
dateline: ਅੰਮ੍ਰਿਤਸਰ / 20 ਜਨਵਰੀ [628, 623, 709, 632]
credit-box [45, 1281, 178, 1292]
article-body-cont [482, 628, 612, 838]
article-body-cont: ਅਤੇ ਰਾਜ ਦੀਆਂ ਸੜਕਾਂ ਅਤੇ ਪੁਲ ਪ੍ਰੋਜੈਕਟਾਂ ਦੇ ਨਿਰਮਾਣ ਅਤੇ ਰੱਖ-ਰਖਾਅ ਬਾਰੇ ਵਿਸਤ੍ਰਿਤ ਚਰਚਾ ਸ਼ਾਮਲ ਹੈ। ਸਾਰੇ ਪ੍ਰੋਜੈਕਟ ਸਹੀ ਢੰਗ ਨਾਲ ਚੱਲ ਰਹੇ ਹਨ ਅਤੇ ਲੋੜੀਂਦੇ ਮਾਪਦੰਡਾਂ ਨੂੰ ਪੂਰਾ ਕਰਦੇ ਹਨ ਬਾਰੇ ਯਕੀਨੀ ਬਣਾਉਣ ਲਈ ਇਸ ਸਮੀਖਿਆ ਮੀਟਿੰਗ ਦੀ ਮਹੱਤਤਾ ਤੇ ਜ਼ੋਰ ਦਿੰਦੇ ਹੋਏ ਹਰਭਜਨ ਸਿੰਘ ਈ.ਟੀ.ਓ. ਨੇ ਕਿਹਾ ਕਿ ਇਹ ਮੀਟਿੰਗ ਪ੍ਰੋਜੈਕਟਾਂ ਦੀ ਮੌਜੂਦਾ ਸਥਿਤੀ ਦਾ ਮੁਲਾਂਕਣ ਕਰਨ ਦੇ ਨਾਲ-ਨਾਲ ਪੇਸ਼ ਆ ਰਹੀਆਂ ਚੁਣੌਤੀਆਂ ਨਾਲ ਨਜਿੱਠਣ ਦਾ ਹੱਲ ਪ੍ਰਦਾਨ ਕਰੇਗੀ। ਲੋਕ ਨਿਰਮਾਣ [190, 629, 270, 836]
